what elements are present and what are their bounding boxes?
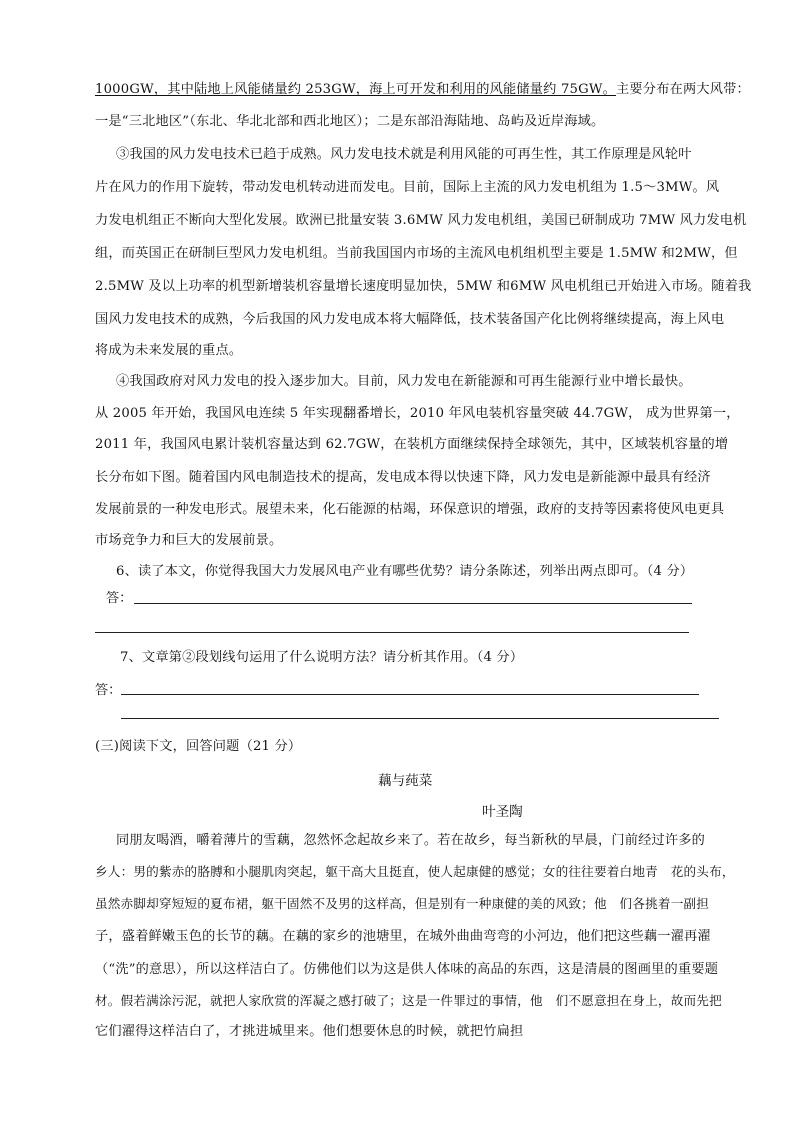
para4-line: 长分布如下图。随着国内风电制造技术的提高，发电成本得以快速下降，风力发电是新能源中最具有经济 [95,470,711,485]
essay-line: 子，盛着鲜嫩玉色的长节的藕。在藕的家乡的池塘里，在城外曲曲弯弯的小河边，他们把这些藕一濯再濯 [95,929,711,944]
para4-line: 从 2005 年开始，我国风电连续 5 年实现翻番增长，2010 年风电装机容量突破 44.7GW， 成为世界第一， [95,406,740,421]
para4-line: 市场竞争力和巨大的发展前景。 [95,533,283,548]
answer-label-q7: 答： [95,683,122,698]
essay-title: 藕与莼菜 [378,773,433,789]
answer-line-q6-2[interactable] [95,632,689,633]
para2-line-2: 一是“三北地区”（东北、华北北部和西北地区）；二是东部沿海陆地、岛屿及近岸海域。 [95,114,605,129]
answer-line-q6-1[interactable] [134,603,692,604]
para4-line: 2011 年，我国风电累计装机容量达到 62.7GW，在装机方面继续保持全球领先，其中，区域装机容量的增 [95,437,729,452]
para2-line-1 [95,80,750,100]
para3-line: 2.5MW 及以上功率的机型新增装机容量增长速度明显加快，5MW 和6MW 风电机组已开始进入市场。随着我 [95,279,752,294]
essay-line: 它们濯得这样洁白了，才挑进城里来。他们想要休息的时候，就把竹扁担 [95,1024,524,1039]
answer-line-q7-1[interactable] [121,694,699,695]
essay-line: 乡人：男的紫赤的胳膊和小腿肌肉突起，躯干高大且挺直，使人起康健的感觉；女的往往要着白地青 花的头布， [95,864,735,879]
para3-line: 组，而英国正在研制巨型风力发电机组。当前我国国内市场的主流风电机组机型主要是 1.5MW 和2MW，但 [95,246,738,261]
para3-line: 将成为未来发展的重点。 [95,343,243,358]
para4-line: 发展前景的一种发电形式。展望未来，化石能源的枯竭，环保意识的增强，政府的支持等因素将使风电更具 [95,502,725,517]
question-6: 6、读了本文，你觉得我国大力发展风电产业有哪些优势？请分条陈述，列举出两点即可。（4 分） [116,564,694,579]
para3-line: 国风力发电技术的成熟，今后我国的风力发电成本将大幅降低，技术装备国产化比例将继续提高，海上风电 [95,312,725,327]
essay-line: 虽然赤脚却穿短短的夏布裙，躯干固然不及男的这样高，但是别有一种康健的美的风致；他 们各挑着一副担 [95,896,710,911]
underlined-sentence: 1000GW，其中陆地上风能储量约 253GW，海上可开发和利用的风能储量约 75GW。 [95,82,617,97]
para3-line: ③我国的风力发电技术已趋于成熟。风力发电技术就是利用风能的可再生性，其工作原理是风轮叶 [116,147,692,162]
question-7: 7、文章第②段划线句运用了什么说明方法？请分析其作用。（4 分） [120,650,524,665]
para4-line: ④我国政府对风力发电的投入逐步加大。目前，风力发电在新能源和可再生能源行业中增长最快。 [116,374,692,389]
para3-line: 片在风力的作用下旋转，带动发电机转动进而发电。目前，国际上主流的风力发电机组为 1.5～3MW。风 [95,180,720,195]
essay-line: 材。假若满涂污泥，就把人家欣赏的浑凝之感打破了；这是一件罪过的事情，他 们不愿意担在身上，故而先把 [95,993,722,1008]
essay-line: （“洗”的意思），所以这样洁白了。仿佛他们以为这是供人体味的高品的东西，这是清晨的图画里的重要题 [95,962,719,977]
para3-line: 力发电机组正不断向大型化发展。欧洲已批量安装 3.6MW 风力发电机组，美国已研制成功 7MW 风力发电机 [95,213,747,228]
answer-label-q6: 答： [106,591,133,606]
para2-line-1-tail: 主要分布在两大风带： [616,82,750,97]
essay-author: 叶圣陶 [482,804,523,820]
section-3-heading: (三)阅读下文，回答问题（21 分） [95,739,302,754]
answer-line-q7-2[interactable] [121,718,719,719]
essay-line: 同朋友喝酒，嚼着薄片的雪藕，忽然怀念起故乡来了。若在故乡，每当新秋的早晨，门前经过许多的 [116,833,706,848]
